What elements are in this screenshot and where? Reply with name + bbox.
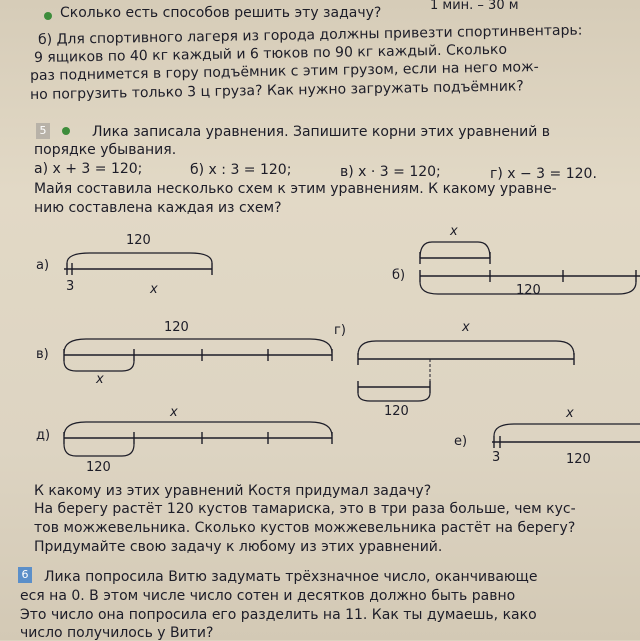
task5-line4: Майя составила несколько схем к этим уравнениям. К какому уравне-	[34, 181, 557, 197]
task-number-badge: 5	[36, 123, 50, 139]
task6-line3: Это число она попросила его разделить на 11. Как ты думаешь, како	[20, 607, 537, 623]
scheme-e-three: 3	[492, 450, 501, 465]
own-task-prompt: Придумайте свою задачу к любому из этих уравнений.	[34, 539, 443, 555]
task6-line4: число получилось у Вити?	[20, 625, 214, 641]
scheme-g-label: г)	[334, 323, 346, 338]
scheme-g-bottom-value: 120	[384, 404, 409, 419]
equation-d: г) x − 3 = 120.	[490, 166, 597, 182]
task6-line2: еся на 0. В этом числе число сотен и десятков должно быть равно	[20, 588, 516, 604]
problem-b-line3: раз поднимется в гору подъёмник с этим грузом, если на него мож-	[29, 59, 539, 84]
scheme-d-label: д)	[36, 428, 51, 443]
scheme-g-diagram	[356, 333, 580, 403]
scheme-a-diagram	[60, 245, 220, 285]
scheme-v-label: в)	[36, 347, 49, 362]
tamarisk-problem-line1: На берегу растёт 120 кустов тамариска, это в три раза больше, чем кус-	[34, 501, 576, 517]
tamarisk-problem-line2: тов можжевельника. Сколько кустов можжевельника растёт на берегу?	[34, 520, 576, 536]
scheme-v-top-value: 120	[164, 320, 189, 335]
scheme-d-top-value: x	[170, 405, 178, 420]
bullet-dot-icon	[44, 12, 52, 20]
scheme-e-top-value: x	[566, 406, 574, 421]
top-fragment: 1 мин. – 30 м	[430, 0, 519, 13]
bullet-dot-icon	[62, 127, 70, 135]
scheme-a-label: а)	[36, 258, 50, 273]
kostya-question: К какому из этих уравнений Костя придумал задачу?	[34, 483, 432, 499]
equation-a: а) x + 3 = 120;	[34, 161, 143, 177]
task5-line2: порядке убывания.	[34, 142, 177, 158]
equation-c: в) x · 3 = 120;	[340, 164, 441, 180]
equation-b: б) x : 3 = 120;	[190, 162, 292, 178]
scheme-d-bottom-value: 120	[86, 460, 111, 475]
scheme-e-label: е)	[454, 434, 468, 449]
scheme-d-diagram	[60, 416, 340, 464]
scheme-a-x: x	[150, 282, 158, 297]
question-count: Сколько есть способов решить эту задачу?	[60, 5, 382, 21]
scheme-v-diagram	[60, 333, 340, 375]
scheme-g-top-value: x	[462, 320, 470, 335]
task5-line1: Лика записала уравнения. Запишите корни этих уравнений в	[92, 124, 551, 140]
scheme-e-diagram	[490, 418, 640, 458]
scheme-a-top-value: 120	[126, 233, 151, 248]
scheme-a-three: 3	[66, 279, 75, 294]
scheme-b-label: б)	[392, 268, 406, 283]
scheme-b-top-value: x	[450, 224, 458, 239]
scheme-e-number: 120	[566, 452, 591, 467]
scheme-v-x: x	[96, 372, 104, 387]
problem-b-line1: б) Для спортивного лагеря из города должны привезти спортинвентарь:	[37, 22, 583, 48]
problem-b-line4: но погрузить только 3 ц груза? Как нужно загружать подъёмник?	[29, 78, 524, 103]
task6-line1: Лика попросила Витю задумать трёхзначное число, оканчивающе	[44, 569, 538, 585]
scheme-b-bottom-value: 120	[516, 283, 541, 298]
task5-line5: нию составлена каждая из схем?	[34, 200, 282, 216]
task-number-badge: 6	[18, 567, 32, 583]
problem-b-line2: 9 ящиков по 40 кг каждый и 6 тюков по 90 кг каждый. Сколько	[33, 41, 508, 66]
